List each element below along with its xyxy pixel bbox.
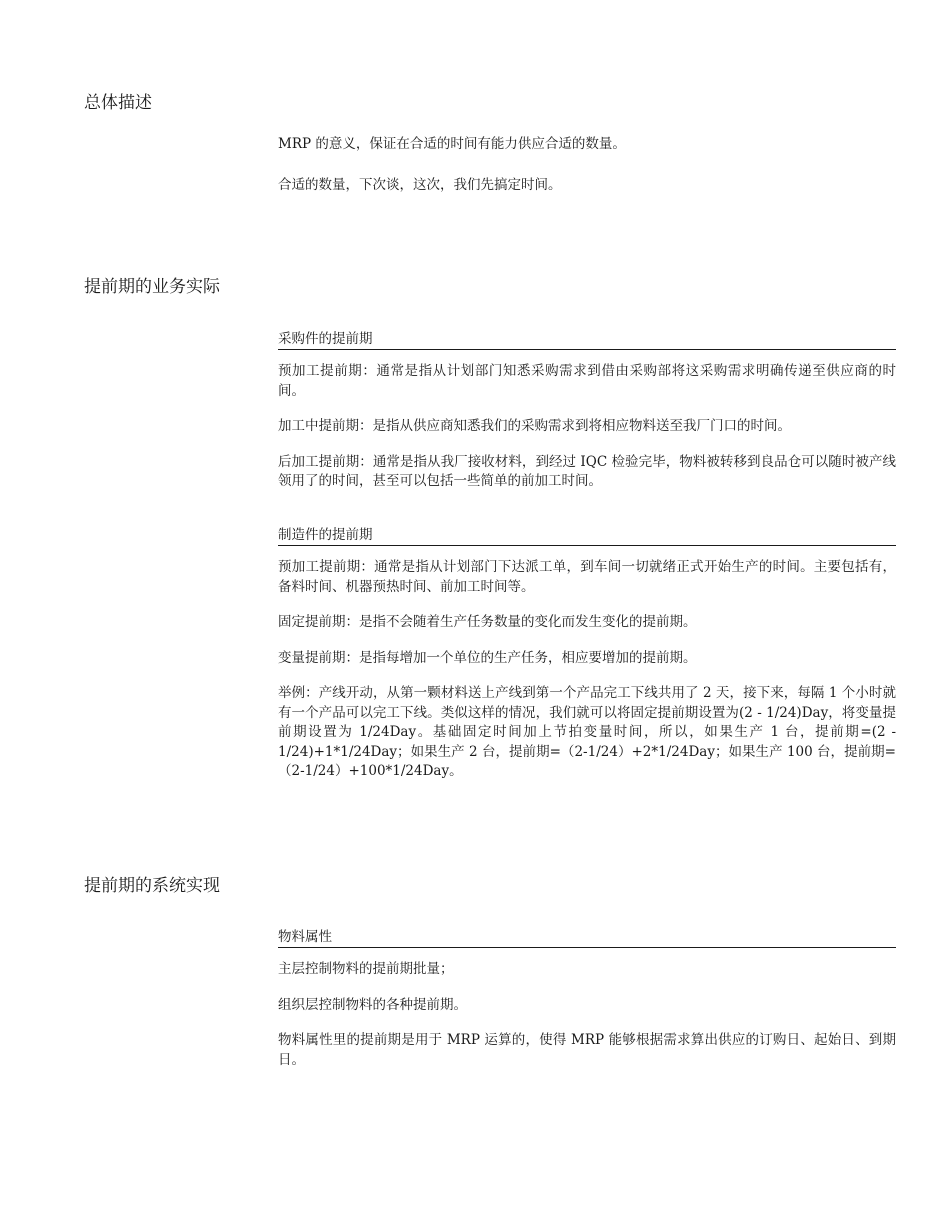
subsection-item-attributes xyxy=(278,928,896,1070)
paragraph: 物料属性里的提前期是用于 MRP 运算的，使得 MRP 能够根据需求算出供应的订购日、起始日、到期日。 xyxy=(278,1032,896,1068)
paragraph: 合适的数量，下次谈，这次，我们先搞定时间。 xyxy=(278,176,562,193)
paragraph: 加工中提前期：是指从供应商知悉我们的采购需求到将相应物料送至我厂门口的时间。 xyxy=(278,418,791,434)
paragraph: MRP 的意义，保证在合适的时间有能力供应合适的数量。 xyxy=(278,136,626,152)
section-body-overview xyxy=(278,135,896,195)
paragraph: 主层控制物料的提前期批量； xyxy=(278,961,454,977)
paragraph: 预加工提前期：通常是指从计划部门下达派工单，到车间一切就绪正式开始生产的时间。主要包括有，备料时间、机器预热时间、前加工时间等。 xyxy=(278,559,896,595)
paragraph: 组织层控制物料的各种提前期。 xyxy=(278,996,467,1013)
section-heading-business: 提前期的业务实际 xyxy=(84,277,220,297)
paragraph-example: 举例：产线开动，从第一颗材料送上产线到第一个产品完工下线共用了 2 天，接下来，每隔 1 个小时就有一个产品可以完工下线。类似这样的情况，我们就可以将固定提前期设置为(2 - 1/24)Day，将变量提前期设置为 1/24Day。基础固定时间加上节拍变量时间，所以，如果生产 1 台，提前期=(2 - 1/24)+1*1/24Day；如果生产 2 台，提前期=（2-1/24）+2*1/24Day；如果生产 100 台，提前期=（2-1/24）+100*1/24Day。 xyxy=(278,685,896,779)
subsection-purchase xyxy=(278,330,896,492)
paragraph: 后加工提前期：通常是指从我厂接收材料，到经过 IQC 检验完毕，物料被转移到良品仓可以随时被产线领用了的时间，甚至可以包括一些简单的前加工时间。 xyxy=(278,453,896,489)
subsection-heading-item-attributes: 物料属性 xyxy=(278,928,896,948)
section-heading-overview: 总体描述 xyxy=(84,93,152,113)
subsection-heading-purchase-leadtime: 采购件的提前期 xyxy=(278,330,896,350)
paragraph: 变量提前期：是指每增加一个单位的生产任务，相应要增加的提前期。 xyxy=(278,649,697,666)
paragraph: 固定提前期：是指不会随着生产任务数量的变化而发生变化的提前期。 xyxy=(278,614,697,630)
paragraph: 预加工提前期：通常是指从计划部门知悉采购需求到借由采购部将这采购需求明确传递至供应商的时间。 xyxy=(278,363,896,399)
subsection-heading-manufacture-leadtime: 制造件的提前期 xyxy=(278,526,896,546)
section-heading-system: 提前期的系统实现 xyxy=(84,876,220,896)
subsection-manufacture xyxy=(278,526,896,782)
